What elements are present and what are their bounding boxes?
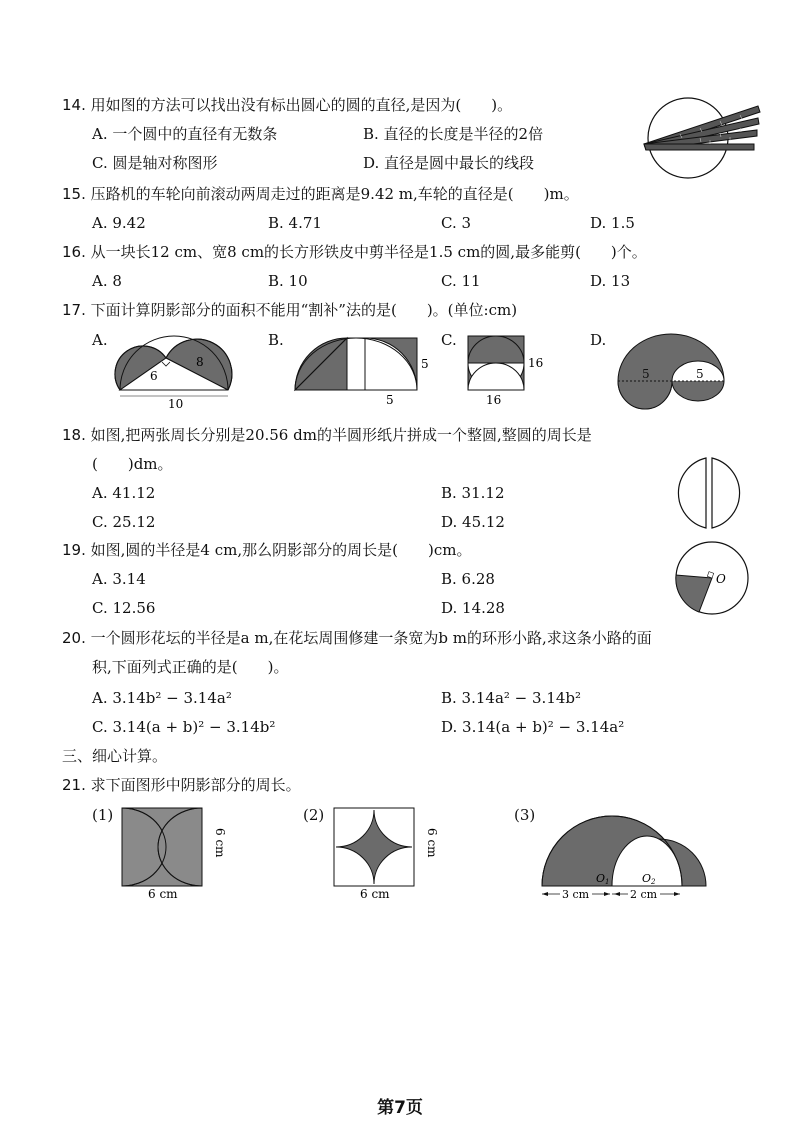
fig3-o1-label: O1 <box>596 872 610 886</box>
q18-option-c[interactable]: C. 25.12 <box>92 513 156 531</box>
question-text: 求下面图形中阴影部分的周长。 <box>90 776 301 794</box>
q17-figure-d <box>616 334 756 414</box>
fig-a-label-6: 6 <box>150 369 158 383</box>
fig3-dist2-label: 2 cm <box>630 888 658 901</box>
q20-option-d[interactable]: D. 3.14(a + b)² − 3.14a² <box>441 718 625 736</box>
question-number: 14. <box>62 96 86 114</box>
q16-option-c[interactable]: C. 11 <box>441 272 481 290</box>
q19-stem <box>62 540 471 560</box>
q20-stem <box>62 628 652 648</box>
question-text: 下面计算阴影部分的面积不能用“割补”法的是( )。(单位:cm) <box>90 301 518 319</box>
section-3-title: 三、细心计算。 <box>62 747 168 765</box>
question-text: 用如图的方法可以找出没有标出圆心的圆的直径,是因为( )。 <box>90 96 513 114</box>
center-o-label: O <box>716 572 726 586</box>
q17-figure-a <box>118 334 243 409</box>
q19-option-a[interactable]: A. 3.14 <box>92 570 146 588</box>
fig-c-label-height: 16 <box>528 356 544 370</box>
q20-option-c[interactable]: C. 3.14(a + b)² − 3.14b² <box>92 718 276 736</box>
q18-stem-line2: ( )dm。 <box>92 455 173 473</box>
q16-option-d[interactable]: D. 13 <box>590 272 631 290</box>
page-number: 第7页 <box>377 1098 423 1118</box>
q17-stem <box>62 300 517 320</box>
fig1-side-label: 6 cm <box>213 828 227 858</box>
q18-stem <box>62 425 592 445</box>
question-number: 21. <box>62 776 86 794</box>
fig3-o2-label: O2 <box>642 872 656 886</box>
question-text: 压路机的车轮向前滚动两周走过的距离是9.42 m,车轮的直径是( )m。 <box>90 185 579 203</box>
q20-option-b[interactable]: B. 3.14a² − 3.14b² <box>441 689 582 707</box>
q20-option-a[interactable]: A. 3.14b² − 3.14a² <box>92 689 232 707</box>
q17-option-a[interactable]: A. <box>92 331 108 349</box>
q17-option-b[interactable]: B. <box>268 331 284 349</box>
q17-option-d[interactable]: D. <box>590 331 607 349</box>
q18-two-semicircles-figure <box>668 456 748 531</box>
q14-option-b[interactable]: B. 直径的长度是半径的2倍 <box>363 125 544 143</box>
fig-d-label-right: 5 <box>696 367 704 381</box>
question-number: 19. <box>62 541 86 559</box>
q15-stem <box>62 184 579 204</box>
q16-stem <box>62 242 647 262</box>
question-number: 16. <box>62 243 86 261</box>
q21-fig3-label: (3) <box>514 806 536 824</box>
fig-d-label-left: 5 <box>642 367 650 381</box>
q15-option-a[interactable]: A. 9.42 <box>92 214 146 232</box>
q15-option-b[interactable]: B. 4.71 <box>268 214 322 232</box>
fig-a-label-10: 10 <box>168 397 184 411</box>
q21-figure-1 <box>120 806 230 902</box>
question-number: 18. <box>62 426 86 444</box>
fig1-bottom-label: 6 cm <box>148 887 178 901</box>
fig-b-label-height: 5 <box>421 357 429 371</box>
q20-stem-line2: 积,下面列式正确的是( )。 <box>92 658 289 676</box>
q21-stem <box>62 775 301 795</box>
q19-option-d[interactable]: D. 14.28 <box>441 599 505 617</box>
q19-option-b[interactable]: B. 6.28 <box>441 570 495 588</box>
fig-b-label-width: 5 <box>386 393 394 407</box>
q21-fig2-label: (2) <box>303 806 325 824</box>
question-number: 17. <box>62 301 86 319</box>
q19-option-c[interactable]: C. 12.56 <box>92 599 156 617</box>
q17-option-c[interactable]: C. <box>441 331 457 349</box>
q21-figure-3 <box>538 800 753 904</box>
q18-option-a[interactable]: A. 41.12 <box>92 484 156 502</box>
q14-ruler-circle-figure <box>640 96 760 176</box>
q18-option-b[interactable]: B. 31.12 <box>441 484 505 502</box>
fig-a-label-8: 8 <box>196 355 204 369</box>
q16-option-a[interactable]: A. 8 <box>92 272 122 290</box>
q17-figure-b <box>295 334 435 409</box>
q15-option-c[interactable]: C. 3 <box>441 214 472 232</box>
question-text: 一个圆形花坛的半径是a m,在花坛周围修建一条宽为b m的环形小路,求这条小路的面 <box>90 629 652 647</box>
q19-circle-sector-figure <box>674 540 754 620</box>
q15-option-d[interactable]: D. 1.5 <box>590 214 635 232</box>
question-text: 从一块长12 cm、宽8 cm的长方形铁皮中剪半径是1.5 cm的圆,最多能剪( )个。 <box>90 243 647 261</box>
q17-figure-c <box>466 334 566 409</box>
question-text: 如图,把两张周长分别是20.56 dm的半圆形纸片拼成一个整圆,整圆的周长是 <box>90 426 592 444</box>
q14-option-c[interactable]: C. 圆是轴对称图形 <box>92 154 218 172</box>
q21-fig1-label: (1) <box>92 806 114 824</box>
fig-c-label-width: 16 <box>486 393 502 407</box>
q16-option-b[interactable]: B. 10 <box>268 272 308 290</box>
question-number: 15. <box>62 185 86 203</box>
fig3-dist1-label: 3 cm <box>562 888 590 901</box>
q14-option-d[interactable]: D. 直径是圆中最长的线段 <box>363 154 535 172</box>
fig2-side-label: 6 cm <box>425 828 439 858</box>
question-number: 20. <box>62 629 86 647</box>
fig2-bottom-label: 6 cm <box>360 887 390 901</box>
q14-stem <box>62 95 512 115</box>
q14-option-a[interactable]: A. 一个圆中的直径有无数条 <box>92 125 278 143</box>
q21-figure-2 <box>332 806 442 902</box>
q18-option-d[interactable]: D. 45.12 <box>441 513 505 531</box>
question-text: 如图,圆的半径是4 cm,那么阴影部分的周长是( )cm。 <box>90 541 472 559</box>
